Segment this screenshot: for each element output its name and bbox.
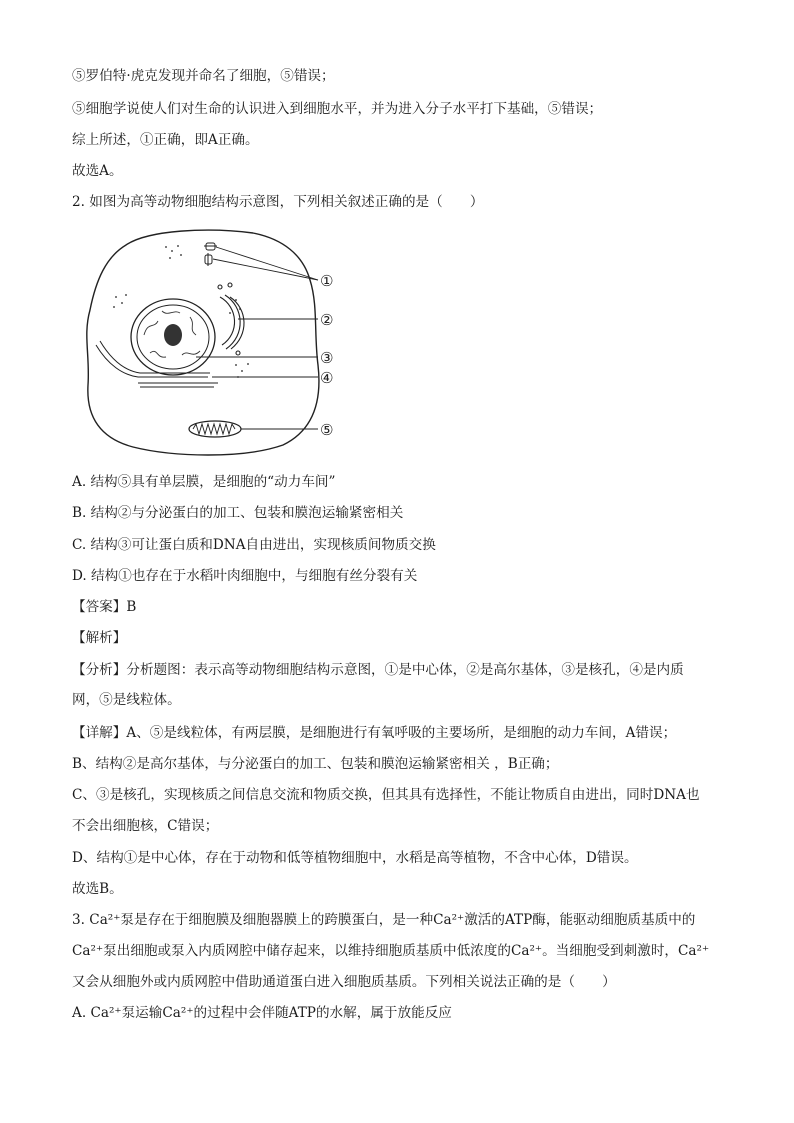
q2-detail-1: 【详解】A、⑤是线粒体，有两层膜，是细胞进行有氧呼吸的主要场所，是细胞的动力车间，A错误； [72,725,677,741]
label-4: ④ [320,369,334,387]
nucleus [131,299,215,375]
animal-cell-diagram [78,225,348,460]
mitochondrion [189,421,241,437]
cell-membrane [87,230,319,455]
q2-detail-2: B、结构②是高尔基体，与分泌蛋白的加工、包装和膜泡运输紧密相关 ，B正确； [72,756,559,772]
q3-option-a: A. Ca²⁺泵运输Ca²⁺的过程中会伴随ATP的水解，属于放能反应 [72,1005,452,1021]
prev-line-4: 故选A。 [72,163,123,179]
q2-analysis-2: 网，⑤是线粒体。 [72,692,181,708]
q2-analysis-1: 【分析】分析题图：表示高等动物细胞结构示意图，①是中心体，②是高尔基体，③是核孔，④是内质 [72,662,684,678]
label-5: ⑤ [320,421,334,439]
prev-line-3: 综上所述，①正确，即A正确。 [72,132,259,148]
endoplasmic-reticulum [96,341,218,387]
q2-choose: 故选B。 [72,881,123,897]
q3-line-1: 3. Ca²⁺泵是存在于细胞膜及细胞器膜上的跨膜蛋白，是一种Ca²⁺激活的ATP酶，能驱动细胞质基质中的 [72,912,696,928]
centrosome [204,243,217,266]
nucleolus [164,324,182,346]
q2-detail-3: C、③是核孔，实现核质之间信息交流和物质交换，但其具有选择性，不能让物质自由进出，同时DNA也 [72,787,700,803]
q2-option-a: A. 结构⑤具有单层膜，是细胞的“动力车间” [72,474,336,490]
q2-stem: 2. 如图为高等动物细胞结构示意图，下列相关叙述正确的是（ ） [72,194,484,210]
q2-option-c: C. 结构③可让蛋白质和DNA自由进出，实现核质间物质交换 [72,537,436,553]
prev-line-2: ⑤细胞学说使人们对生命的认识进入到细胞水平，并为进入分子水平打下基础，⑤错误； [72,101,603,117]
q3-line-3: 又会从细胞外或内质网腔中借助通道蛋白进入细胞质基质。下列相关说法正确的是（ ） [72,974,616,990]
label-2: ② [320,311,334,329]
q2-option-b: B. 结构②与分泌蛋白的加工、包装和膜泡运输紧密相关 [72,505,404,521]
q2-analysis-head: 【解析】 [72,630,127,646]
q2-detail-4: 不会出细胞核，C错误； [72,818,219,834]
q2-answer: 【答案】B [72,599,137,615]
q2-option-d: D. 结构①也存在于水稻叶肉细胞中，与细胞有丝分裂有关 [72,568,418,584]
prev-line-1: ⑤罗伯特·虎克发现并命名了细胞，⑤错误； [72,68,335,84]
ribosome-dots [113,245,249,378]
q3-line-2: Ca²⁺泵出细胞或泵入内质网腔中储存起来，以维持细胞质基质中低浓度的Ca²⁺。当细胞受到刺激时，Ca²⁺ [72,943,710,959]
label-3: ③ [320,349,334,367]
q2-detail-5: D、结构①是中心体，存在于动物和低等植物细胞中，水稻是高等植物，不含中心体，D错误。 [72,850,638,866]
label-1: ① [320,272,334,290]
